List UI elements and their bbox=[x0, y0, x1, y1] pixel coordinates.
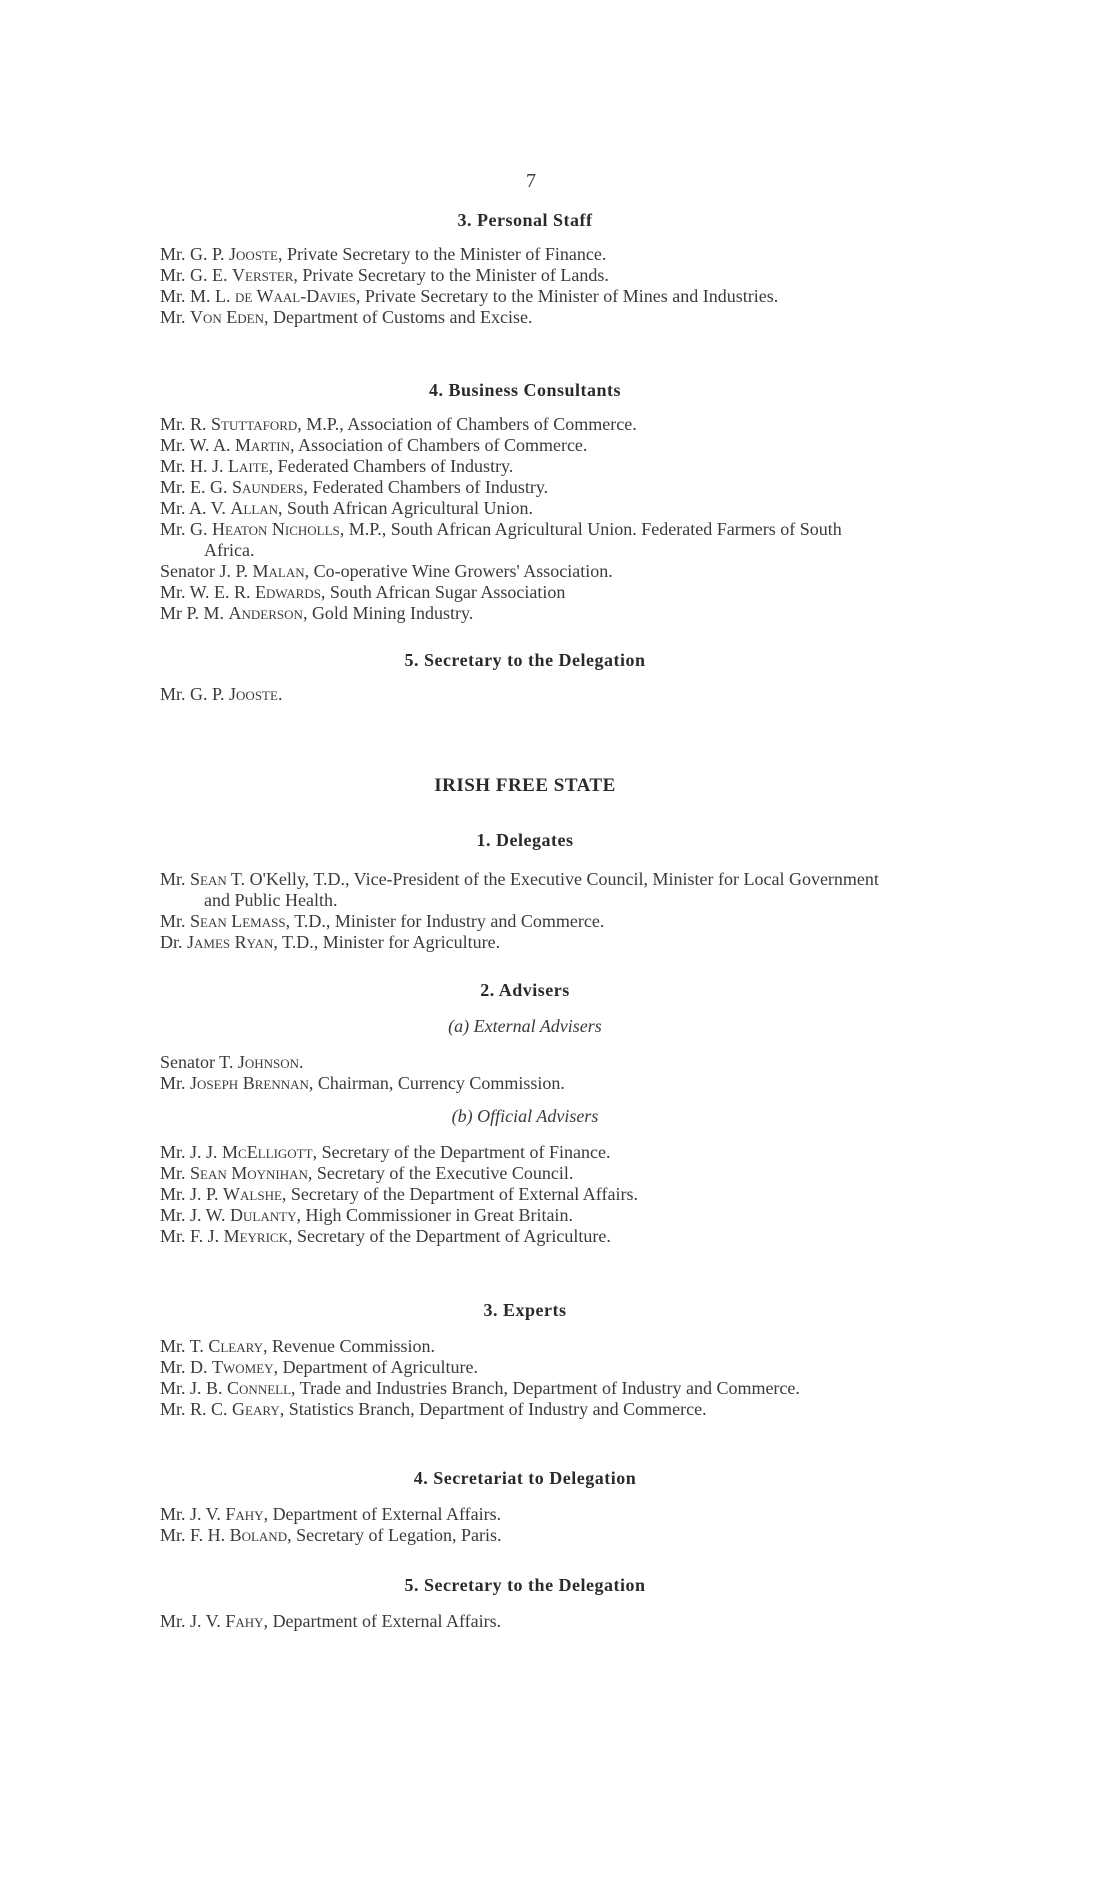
entry: Mr. J. P. Walshe, Secretary of the Department of External Affairs. bbox=[160, 1184, 638, 1204]
section-experts bbox=[160, 1300, 890, 1420]
section-advisers bbox=[160, 980, 890, 1247]
entry: Mr. G. Heaton Nicholls, M.P., South African Agricultural Union. Federated Farmers of South Africa. bbox=[160, 519, 842, 560]
section-heading: 1. Delegates bbox=[476, 830, 574, 850]
entry: Mr. W. E. R. Edwards, South African Sugar Association bbox=[160, 582, 566, 602]
entry: Mr. Sean Moynihan, Secretary of the Executive Council. bbox=[160, 1163, 574, 1183]
entry: Mr. D. Twomey, Department of Agriculture. bbox=[160, 1357, 478, 1377]
section-personal-staff bbox=[160, 210, 890, 328]
entry: Mr. Joseph Brennan, Chairman, Currency Commission. bbox=[160, 1073, 565, 1093]
entry: Senator T. Johnson. bbox=[160, 1052, 304, 1072]
entry: Mr. J. V. Fahy, Department of External Affairs. bbox=[160, 1611, 502, 1631]
entry: Mr. J. J. McElligott, Secretary of the Department of Finance. bbox=[160, 1142, 611, 1162]
section-irish-secretary bbox=[160, 1575, 890, 1632]
subsection-label: (b) Official Advisers bbox=[451, 1106, 599, 1126]
entry: Mr. H. J. Laite, Federated Chambers of Industry. bbox=[160, 456, 514, 476]
section-secretariat bbox=[160, 1468, 890, 1546]
entry: Mr. G. E. Verster, Private Secretary to the Minister of Lands. bbox=[160, 265, 609, 285]
entry: Mr. M. L. de Waal-Davies, Private Secretary to the Minister of Mines and Industries. bbox=[160, 286, 779, 306]
entry: Mr. J. W. Dulanty, High Commissioner in Great Britain. bbox=[160, 1205, 573, 1225]
entry: Mr. Sean T. O'Kelly, T.D., Vice-President of the Executive Council, Minister for Local Government and Public Health. bbox=[160, 869, 879, 910]
section-heading: 4. Business Consultants bbox=[428, 380, 622, 400]
entry: Senator J. P. Malan, Co-operative Wine Growers' Association. bbox=[160, 561, 613, 581]
entry: Mr. J. V. Fahy, Department of External Affairs. bbox=[160, 1504, 502, 1524]
section-heading: 3. Personal Staff bbox=[457, 210, 593, 230]
entry: Mr P. M. Anderson, Gold Mining Industry. bbox=[160, 603, 474, 623]
entry: Mr. A. V. Allan, South African Agricultural Union. bbox=[160, 498, 534, 518]
country-heading: IRISH FREE STATE bbox=[434, 775, 616, 796]
entry: Mr. T. Cleary, Revenue Commission. bbox=[160, 1336, 435, 1356]
entry: Mr. R. Stuttaford, M.P., Association of Chambers of Commerce. bbox=[160, 414, 637, 434]
entry: Mr. W. A. Martin, Association of Chambers of Commerce. bbox=[160, 435, 588, 455]
entry: Dr. James Ryan, T.D., Minister for Agriculture. bbox=[160, 932, 501, 952]
entry: Mr. Von Eden, Department of Customs and Excise. bbox=[160, 307, 533, 327]
section-delegates bbox=[160, 830, 890, 953]
section-heading: 5. Secretary to the Delegation bbox=[404, 650, 646, 670]
section-sa-secretary bbox=[160, 650, 890, 705]
subsection-label: (a) External Advisers bbox=[448, 1016, 602, 1036]
entry: Mr. Sean Lemass, T.D., Minister for Industry and Commerce. bbox=[160, 911, 605, 931]
page-number: 7 bbox=[526, 170, 536, 192]
entry: Mr. F. J. Meyrick, Secretary of the Department of Agriculture. bbox=[160, 1226, 611, 1246]
entry: Mr. G. P. Jooste. bbox=[160, 684, 283, 704]
entry: Mr. J. B. Connell, Trade and Industries Branch, Department of Industry and Commerce. bbox=[160, 1378, 800, 1398]
section-business-consultants bbox=[160, 380, 890, 624]
section-heading: 5. Secretary to the Delegation bbox=[404, 1575, 646, 1595]
entry: Mr. E. G. Saunders, Federated Chambers of Industry. bbox=[160, 477, 549, 497]
entry: Mr. F. H. Boland, Secretary of Legation, Paris. bbox=[160, 1525, 502, 1545]
section-heading: 4. Secretariat to Delegation bbox=[413, 1468, 637, 1488]
section-heading: 2. Advisers bbox=[480, 980, 570, 1000]
section-heading: 3. Experts bbox=[483, 1300, 567, 1320]
entry: Mr. R. C. Geary, Statistics Branch, Department of Industry and Commerce. bbox=[160, 1399, 707, 1419]
country-heading-block bbox=[160, 775, 890, 797]
entry: Mr. G. P. Jooste, Private Secretary to the Minister of Finance. bbox=[160, 244, 607, 264]
